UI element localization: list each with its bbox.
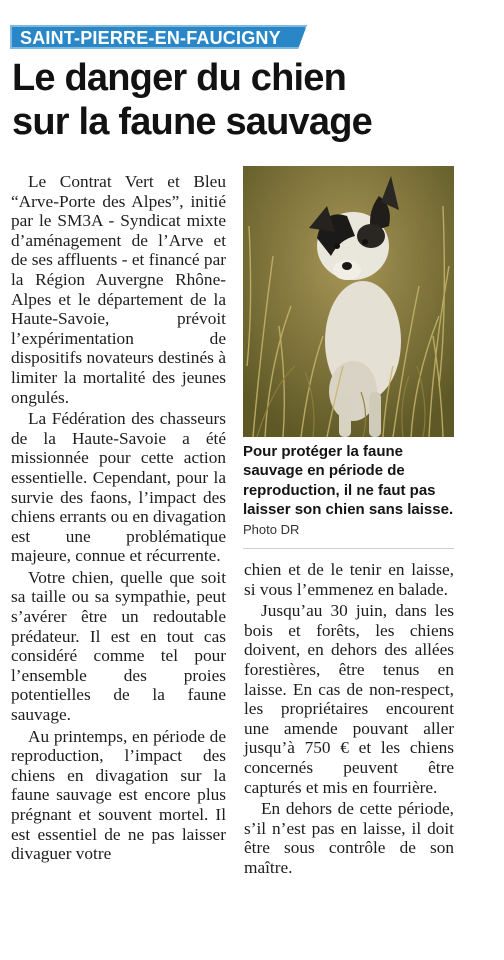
article-headline bbox=[12, 56, 482, 144]
paragraph: chien et de le tenir en laisse, si vous l’emmenez en balade. bbox=[244, 560, 454, 599]
paragraph: Votre chien, quelle que soit sa taille ou sa sympathie, peut s’avérer être un redoutable prédateur. Il est en tout cas considéré comme tel pour l’ensemble des proies potentielles de la faune sauvage. bbox=[11, 567, 226, 725]
paragraph: En dehors de cette période, s’il n’est pas en laisse, il doit être sous contrôle de son maître. bbox=[244, 799, 454, 877]
article-right-column bbox=[244, 560, 454, 880]
photo-credit: Photo DR bbox=[243, 521, 300, 537]
caption-divider bbox=[243, 548, 454, 549]
paragraph: Jusqu’au 30 juin, dans les bois et forêts, les chiens doivent, en dehors des allées forestières, être tenus en laisse. En cas de non-respect, les propriétaires encourent une amende pouvant aller jusqu’à 750 € et les chiens concernés peuvent être capturés et mis en fourrière. bbox=[244, 601, 454, 797]
caption-text: Pour protéger la faune sauvage en période de reproduction, il ne faut pas laisser son chien sans laisse. bbox=[243, 443, 454, 519]
article-left-column bbox=[11, 172, 226, 866]
paragraph: Au printemps, en période de reproduction, l’impact des chiens en divagation sur la faune sauvage est encore plus prégnant et souvent mortel. Il est essentiel de ne pas laisser divaguer votre bbox=[11, 726, 226, 864]
headline-line-2: sur la faune sauvage bbox=[12, 101, 372, 143]
photo-caption bbox=[243, 442, 458, 539]
headline-line-1: Le danger du chien bbox=[12, 57, 346, 99]
section-tag: SAINT-PIERRE-EN-FAUCIGNY bbox=[20, 28, 281, 48]
dog-in-grass-photo bbox=[243, 166, 454, 437]
paragraph: Le Contrat Vert et Bleu “Arve-Porte des Alpes”, initié par le SM3A - Syndicat mixte d’aménagement de l’Arve et de ses affluents - et financé par la Région Auvergne Rhône-Alpes et le département de la Haute-Savoie, prévoit l’expérimentation de dispositifs novateurs destinés à limiter la mortalité des jeunes ongulés. bbox=[11, 172, 226, 407]
paragraph: La Fédération des chasseurs de la Haute-Savoie a été missionnée pour cette action essentielle. Cependant, pour la survie des faons, l’impact des chiens errants ou en divagation est une problématique majeure, connue et récurrente. bbox=[11, 409, 226, 566]
